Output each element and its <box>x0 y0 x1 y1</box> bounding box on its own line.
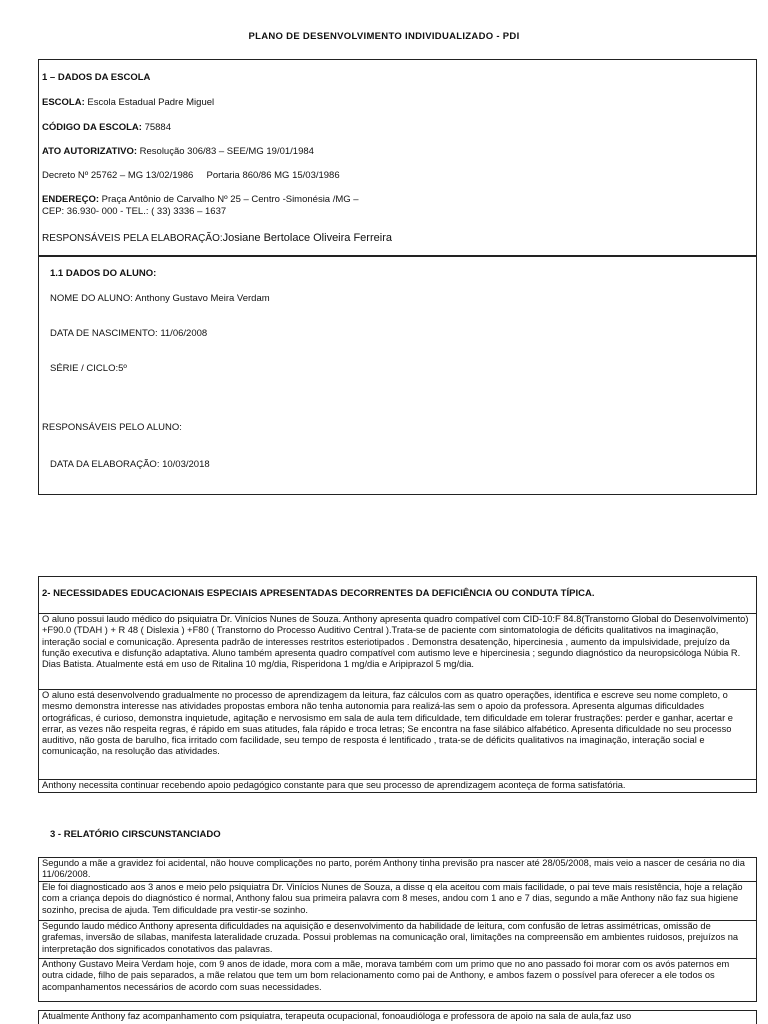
elaboration-responsibles-label: RESPONSÁVEIS PELA ELABORAÇÃO: <box>42 233 223 244</box>
section2-paragraph: O aluno está desenvolvendo gradualmente no processo de aprendizagem da leitura, faz cálculos com as quatro operações, identifica e escreve seu nome completo, o mesmo demonstra interesse nas atividades propostas embora não tenha autonomia para realizá-las sem o apoio da professora. Apresenta algumas dificuldades ortográficas, é curioso, demonstra inquietude, agitação e nervosismo em sala de aula tem dificuldade, tem dificuldade em tolerar frustrações: perder e ganhar, acertar e errar, as vezes não respeita regras, é rápido em suas atitudes, fala rápido e troca letras; Se encontra na fase silábico alfabético. Apresenta dificuldade no seu processo auditivo, não gosta de barulho, fica irritado com facilidade, seu tempo de resposta é lentificado , trata-se de déficits qualitativos na imaginação, interação social e comunicação, na resolução das atividades. <box>38 690 757 780</box>
address-value: Praça Antônio de Carvalho Nº 25 – Centro -Simonésia /MG – <box>99 194 359 205</box>
school-name-row <box>42 97 214 108</box>
section3-paragraph: Segundo a mãe a gravidez foi acidental, não houve complicações no parto, porém Anthony tinha previsão pra nascer até 28/05/2008, mais veio a nascer de cesária no dia 11/06/2008. <box>38 857 757 882</box>
school-section-title: 1 – DADOS DA ESCOLA <box>42 72 151 83</box>
section3-paragraph: Ele foi diagnosticado aos 3 anos e meio pelo psiquiatra Dr. Vinícios Nunes de Souza, a disse q ela aceitou com mais facilidade, o pai teve mais resistência, hoje a relação com a criança depois do diagnóstico é normal, Anthony falou sua primeira palavra com 8 meses, andou com 1 ano e 7 dias, segundo a mãe Anthony não faz sua higiene sozinho, precisa de ajuda. Tem dificuldade pra vestir-se sozinho. <box>38 882 757 921</box>
elaboration-responsibles-value: Josiane Bertolace Oliveira Ferreira <box>222 232 392 244</box>
school-name-value: Escola Estadual Padre Miguel <box>84 97 215 108</box>
school-code-label: CÓDIGO DA ESCOLA: <box>42 122 142 133</box>
address-label: ENDEREÇO: <box>42 194 100 205</box>
section2-title: 2- NECESSIDADES EDUCACIONAIS ESPECIAIS APRESENTADAS DECORRENTES DA DEFICIÊNCIA OU CONDUTA TÍPICA. <box>42 588 595 599</box>
section3-title: 3 - RELATÓRIO CIRSCUNSTANCIADO <box>50 829 221 840</box>
address-row <box>42 194 359 205</box>
school-name-label: ESCOLA: <box>42 97 85 108</box>
school-code-value: 75884 <box>141 122 171 133</box>
elaboration-date: DATA DA ELABORAÇÃO: 10/03/2018 <box>50 459 210 470</box>
section2-paragraph: O aluno possui laudo médico do psiquiatra Dr. Vinícios Nunes de Souza. Anthony apresenta quadro compatível com CID-10:F 84.8(Transtorno Global do Desenvolvimento) +F90.0 (TDAH ) + R 48 ( Dislexia ) +F80 ( Transtorno do Processo Auditivo Central ).Trata-se de paciente com sintomatologia de déficits qualitativos na imaginação, interação social e comunicação. Apresenta padrão de interesses restritos esteriotipados . Demonstra desatenção, hipercinesia , aumento da impulsividade, prejuízo da função executiva e disfunção adaptativa. Aluno também apresenta quadro compatível com autismo leve e hipercinesia ; segundo diagnóstico da neuropsicóloga Núbia R. Dias Batista. Atualmente está em uso de Ritalina 10 mg/dia, Risperidona 1 mg/dia e Aripiprazol 5 mg/dia. <box>38 614 757 690</box>
student-grade: SÉRIE / CICLO:5º <box>50 363 127 374</box>
student-section-title: 1.1 DADOS DO ALUNO: <box>50 268 157 279</box>
authorization-row <box>42 146 314 157</box>
section3-paragraph: Anthony Gustavo Meira Verdam hoje, com 9 anos de idade, mora com a mãe, morava também com um primo que no ano passado foi morar com os avós paternos em outra cidade, filho de pais separados, a mãe relatou que tem um bom relacionamento como pai de Anthony, e ambos fazem o possível para oferecer a ele todos os acompanhamentos necessários de acordo com suas necessidades. <box>38 959 757 1002</box>
document-title: PLANO DE DESENVOLVIMENTO INDIVIDUALIZADO - PDI <box>248 31 520 42</box>
decree-text: Decreto Nº 25762 – MG 13/02/1986 Portaria 860/86 MG 15/03/1986 <box>42 170 340 181</box>
student-data-section <box>38 256 757 495</box>
section3-paragraph: Segundo laudo médico Anthony apresenta dificuldades na aquisição e desenvolvimento da habilidade de leitura, com confusão de letras assimétricas, omissão de grafemas, inversão de sílabas, manifesta lateralidade cruzada. Possui problemas na comunicação oral, limitações na compreensão em ambientes ruidosos, prejuízos na interpretação dos significados conotativos das palavras. <box>38 921 757 959</box>
school-data-section <box>38 59 757 256</box>
elaboration-responsibles-row <box>42 232 392 244</box>
authorization-label: ATO AUTORIZATIVO: <box>42 146 137 157</box>
student-responsibles: RESPONSÁVEIS PELO ALUNO: <box>42 422 182 433</box>
section2-paragraph: Anthony necessita continuar recebendo apoio pedagógico constante para que seu processo de aprendizagem aconteça de forma satisfatória. <box>38 780 757 793</box>
student-birth-date: DATA DE NASCIMENTO: 11/06/2008 <box>50 328 208 339</box>
authorization-value: Resolução 306/83 – SEE/MG 19/01/1984 <box>137 146 314 157</box>
school-code-row <box>42 122 171 133</box>
student-name: NOME DO ALUNO: Anthony Gustavo Meira Verdam <box>50 293 270 304</box>
section2-header <box>38 576 757 614</box>
section3-paragraph: Atualmente Anthony faz acompanhamento com psiquiatra, terapeuta ocupacional, fonoaudióloga e professora de apoio na sala de aula,faz uso <box>38 1010 757 1024</box>
address-cep-tel: CEP: 36.930- 000 - TEL.: ( 33) 3336 – 1637 <box>42 206 227 217</box>
